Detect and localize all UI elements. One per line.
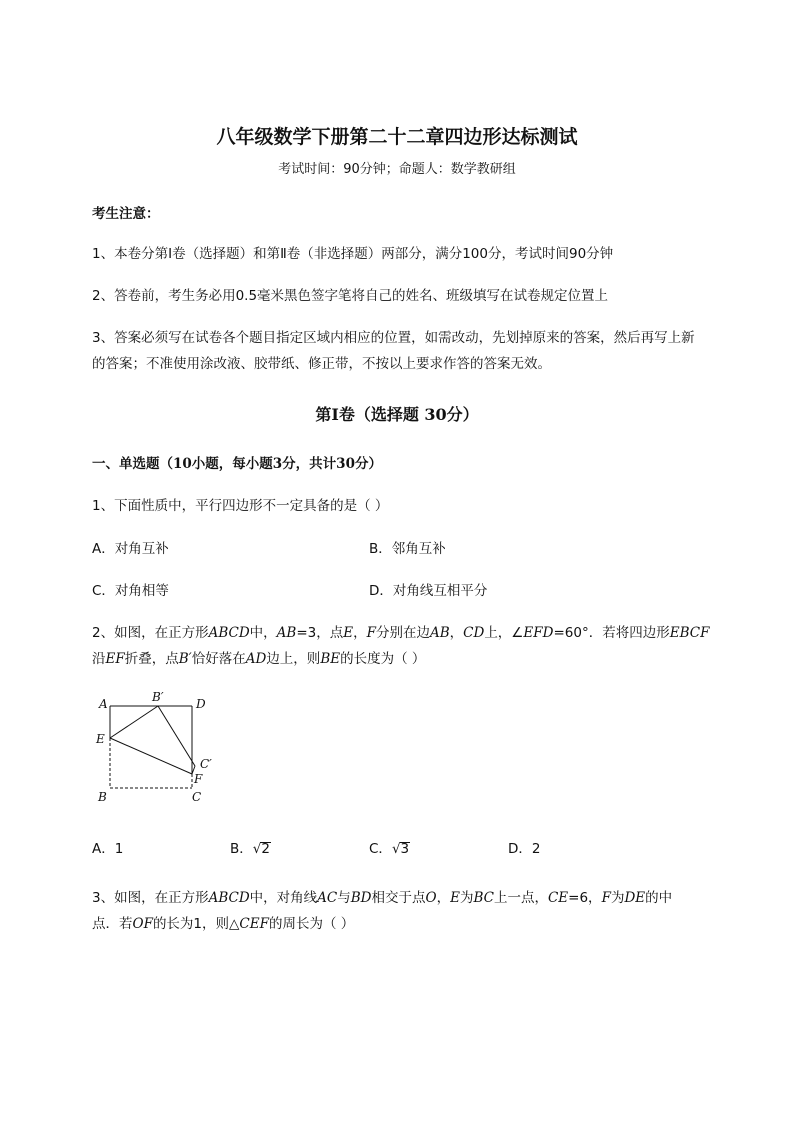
- q2-figure: [90, 686, 230, 808]
- part-heading: 一、单选题（10小题，每小题3分，共计30分）: [92, 456, 382, 472]
- sqrt-3: 3: [400, 841, 410, 857]
- label-b-prime: B′: [152, 690, 164, 704]
- label-e: E: [96, 732, 105, 746]
- label-c-prime: C′: [200, 757, 212, 771]
- q3-stem-line1: 3、如图，在正方形ABCD中，对角线AC与BD相交于点O，E为BC上一点，CE=6，F为DE的中: [92, 890, 673, 906]
- q1-option-b[interactable]: B．邻角互补: [369, 541, 446, 557]
- q2-stem-line1: 2、如图，在正方形ABCD中，AB=3，点E，F分别在边AB，CD上，∠EFD=60°．若将四边形EBCF: [92, 625, 710, 641]
- label-c: C: [192, 790, 202, 804]
- section-title: 第I卷（选择题 30分）: [315, 405, 479, 424]
- sqrt-2: 2: [261, 841, 270, 857]
- q1-option-c[interactable]: C．对角相等: [92, 583, 169, 599]
- edge-bprime-cprime: [158, 706, 195, 766]
- label-f: F: [194, 772, 203, 786]
- notice-heading: 考生注意：: [92, 206, 160, 222]
- fold-line-ef: [110, 738, 192, 774]
- label-b: B: [98, 790, 107, 804]
- q1-option-a[interactable]: A．对角互补: [92, 541, 169, 557]
- q1-stem: 1、下面性质中，平行四边形不一定具备的是（ ）: [92, 498, 389, 514]
- notice-item-1: 1、本卷分第I卷（选择题）和第Ⅱ卷（非选择题）两部分，满分100分，考试时间90分钟: [92, 246, 614, 262]
- q2-stem-line2: 沿EF折叠，点B′恰好落在AD边上，则BE的长度为（ ）: [92, 651, 426, 667]
- edge-eb-prime: [110, 706, 158, 738]
- exam-subtitle: 考试时间：90分钟；命题人：数学教研组: [278, 162, 516, 177]
- label-a: A: [99, 697, 108, 711]
- notice-item-3: 3、答案必须写在试卷各个题目指定区域内相应的位置，如需改动，先划掉原来的答案，然后再写上新: [92, 330, 695, 346]
- label-d: D: [196, 697, 206, 711]
- q2-option-d[interactable]: D．2: [508, 841, 541, 857]
- notice-item-3-cont: 的答案；不准使用涂改液、胶带纸、修正带，不按以上要求作答的答案无效。: [92, 356, 551, 372]
- q1-option-d[interactable]: D．对角线互相平分: [369, 583, 488, 599]
- q2-option-a[interactable]: A．1: [92, 841, 124, 857]
- q3-stem-line2: 点．若OF的长为1，则△CEF的周长为（ ）: [92, 916, 355, 932]
- q2-option-c[interactable]: C．√3: [369, 841, 410, 857]
- notice-item-2: 2、答卷前，考生务必用0.5毫米黑色签字笔将自己的姓名、班级填写在试卷规定位置上: [92, 288, 609, 304]
- page-title: 八年级数学下册第二十二章四边形达标测试: [216, 126, 578, 148]
- q2-option-b[interactable]: B．√2: [230, 841, 270, 857]
